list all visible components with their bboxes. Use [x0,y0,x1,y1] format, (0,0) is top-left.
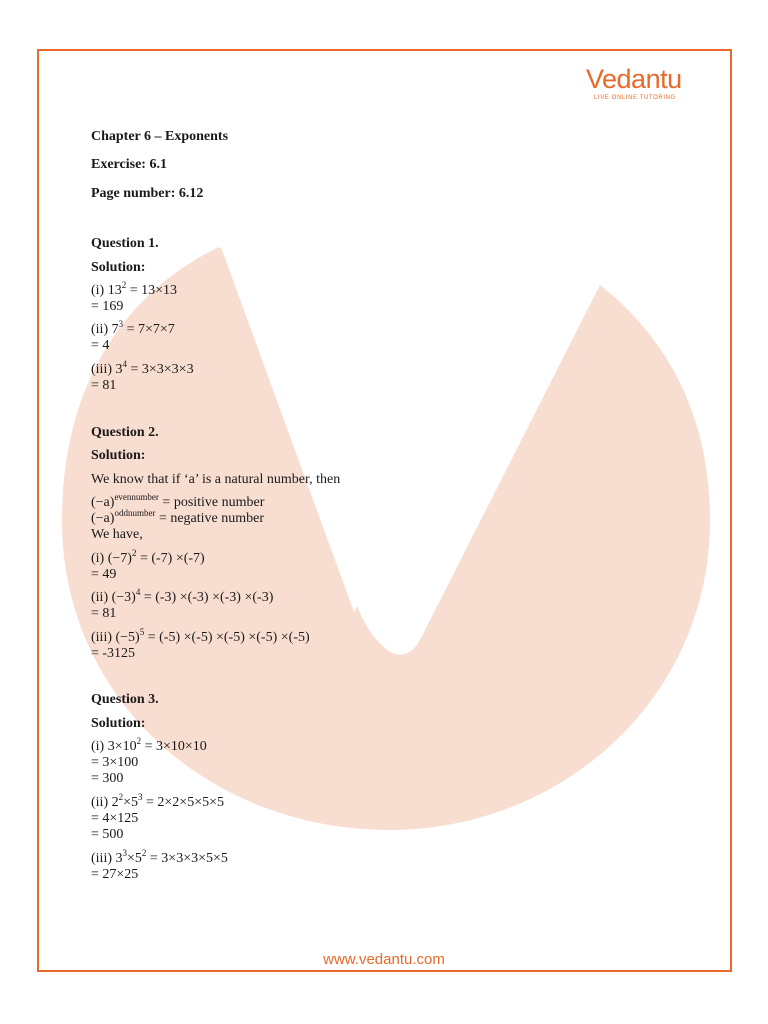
q2-part-ii-result: = 81 [91,606,117,621]
logo-tagline: LIVE ONLINE TUTORING [594,95,676,101]
q1-part-ii: (ii) $7^3 = 7\times 7\times 7$ [91,319,175,337]
q2-intro: We know that if ‘a’ is a natural number, then [91,472,341,487]
q1-part-ii-result: = 4 [91,338,110,353]
q1-part-iii-result: = 81 [91,378,117,393]
q3-part-iii-step: = 27×25 [91,867,139,882]
q2-rule-even: $(-a)^{evennumber}$ = positive number [91,492,265,510]
q3-part-i: (i) $3\times 10^2 = 3\times 10\times 10$ [91,736,207,754]
q3-part-i-step: = 3×100 [91,755,139,770]
q3-part-ii-result: = 500 [91,827,124,842]
question-1-heading: Question 1. [91,236,159,251]
exercise-label: Exercise: 6.1 [91,157,167,172]
chapter-title: Chapter 6 – Exponents [91,129,229,144]
q2-part-ii: (ii) $(-3)^4 = (-3) \times(-3) \times(-3) \times(-3)$ [91,587,274,605]
q1-part-iii: (iii) $3^4 = 3\times 3\times 3\times 3$ [91,359,194,377]
question-3-solution-label: Solution: [91,716,146,731]
q2-part-iii-result: = -3125 [91,646,136,661]
q3-part-ii-step: = 4×125 [91,811,139,826]
q1-part-i: (i) $13^2 = 13\times 13$ [91,280,178,298]
q2-part-i-result: = 49 [91,567,117,582]
q2-part-i: (i) $(-7)^2 = (-7) \times(-7)$ [91,548,205,566]
question-2-solution-label: Solution: [91,448,146,463]
q3-part-ii: (ii) $2^2\times 5^3 = 2\times 2\times 5\times 5\times 5$ [91,792,224,810]
q2-rule-odd: $(-a)^{oddnumber}$ = negative number [91,508,265,526]
question-3-heading: Question 3. [91,692,159,707]
q3-part-iii: (iii) $3^3\times 5^2 = 3\times 3\times 3\times 5\times 5$ [91,848,228,866]
question-1-solution-label: Solution: [91,260,146,275]
q2-we-have: We have, [91,527,143,542]
vedantu-logo[interactable] [586,64,696,106]
question-2-heading: Question 2. [91,425,159,440]
q1-part-i-result: = 169 [91,299,124,314]
page-number-label: Page number: 6.12 [91,186,204,201]
logo-wordmark: Vedantu [586,64,682,94]
q3-part-i-result: = 300 [91,771,124,786]
footer-website-link[interactable]: www.vedantu.com [323,951,445,968]
q2-part-iii: (iii) $(-5)^5 = (-5) \times(-5) \times(-5) \times(-5) \times(-5)$ [91,627,310,645]
